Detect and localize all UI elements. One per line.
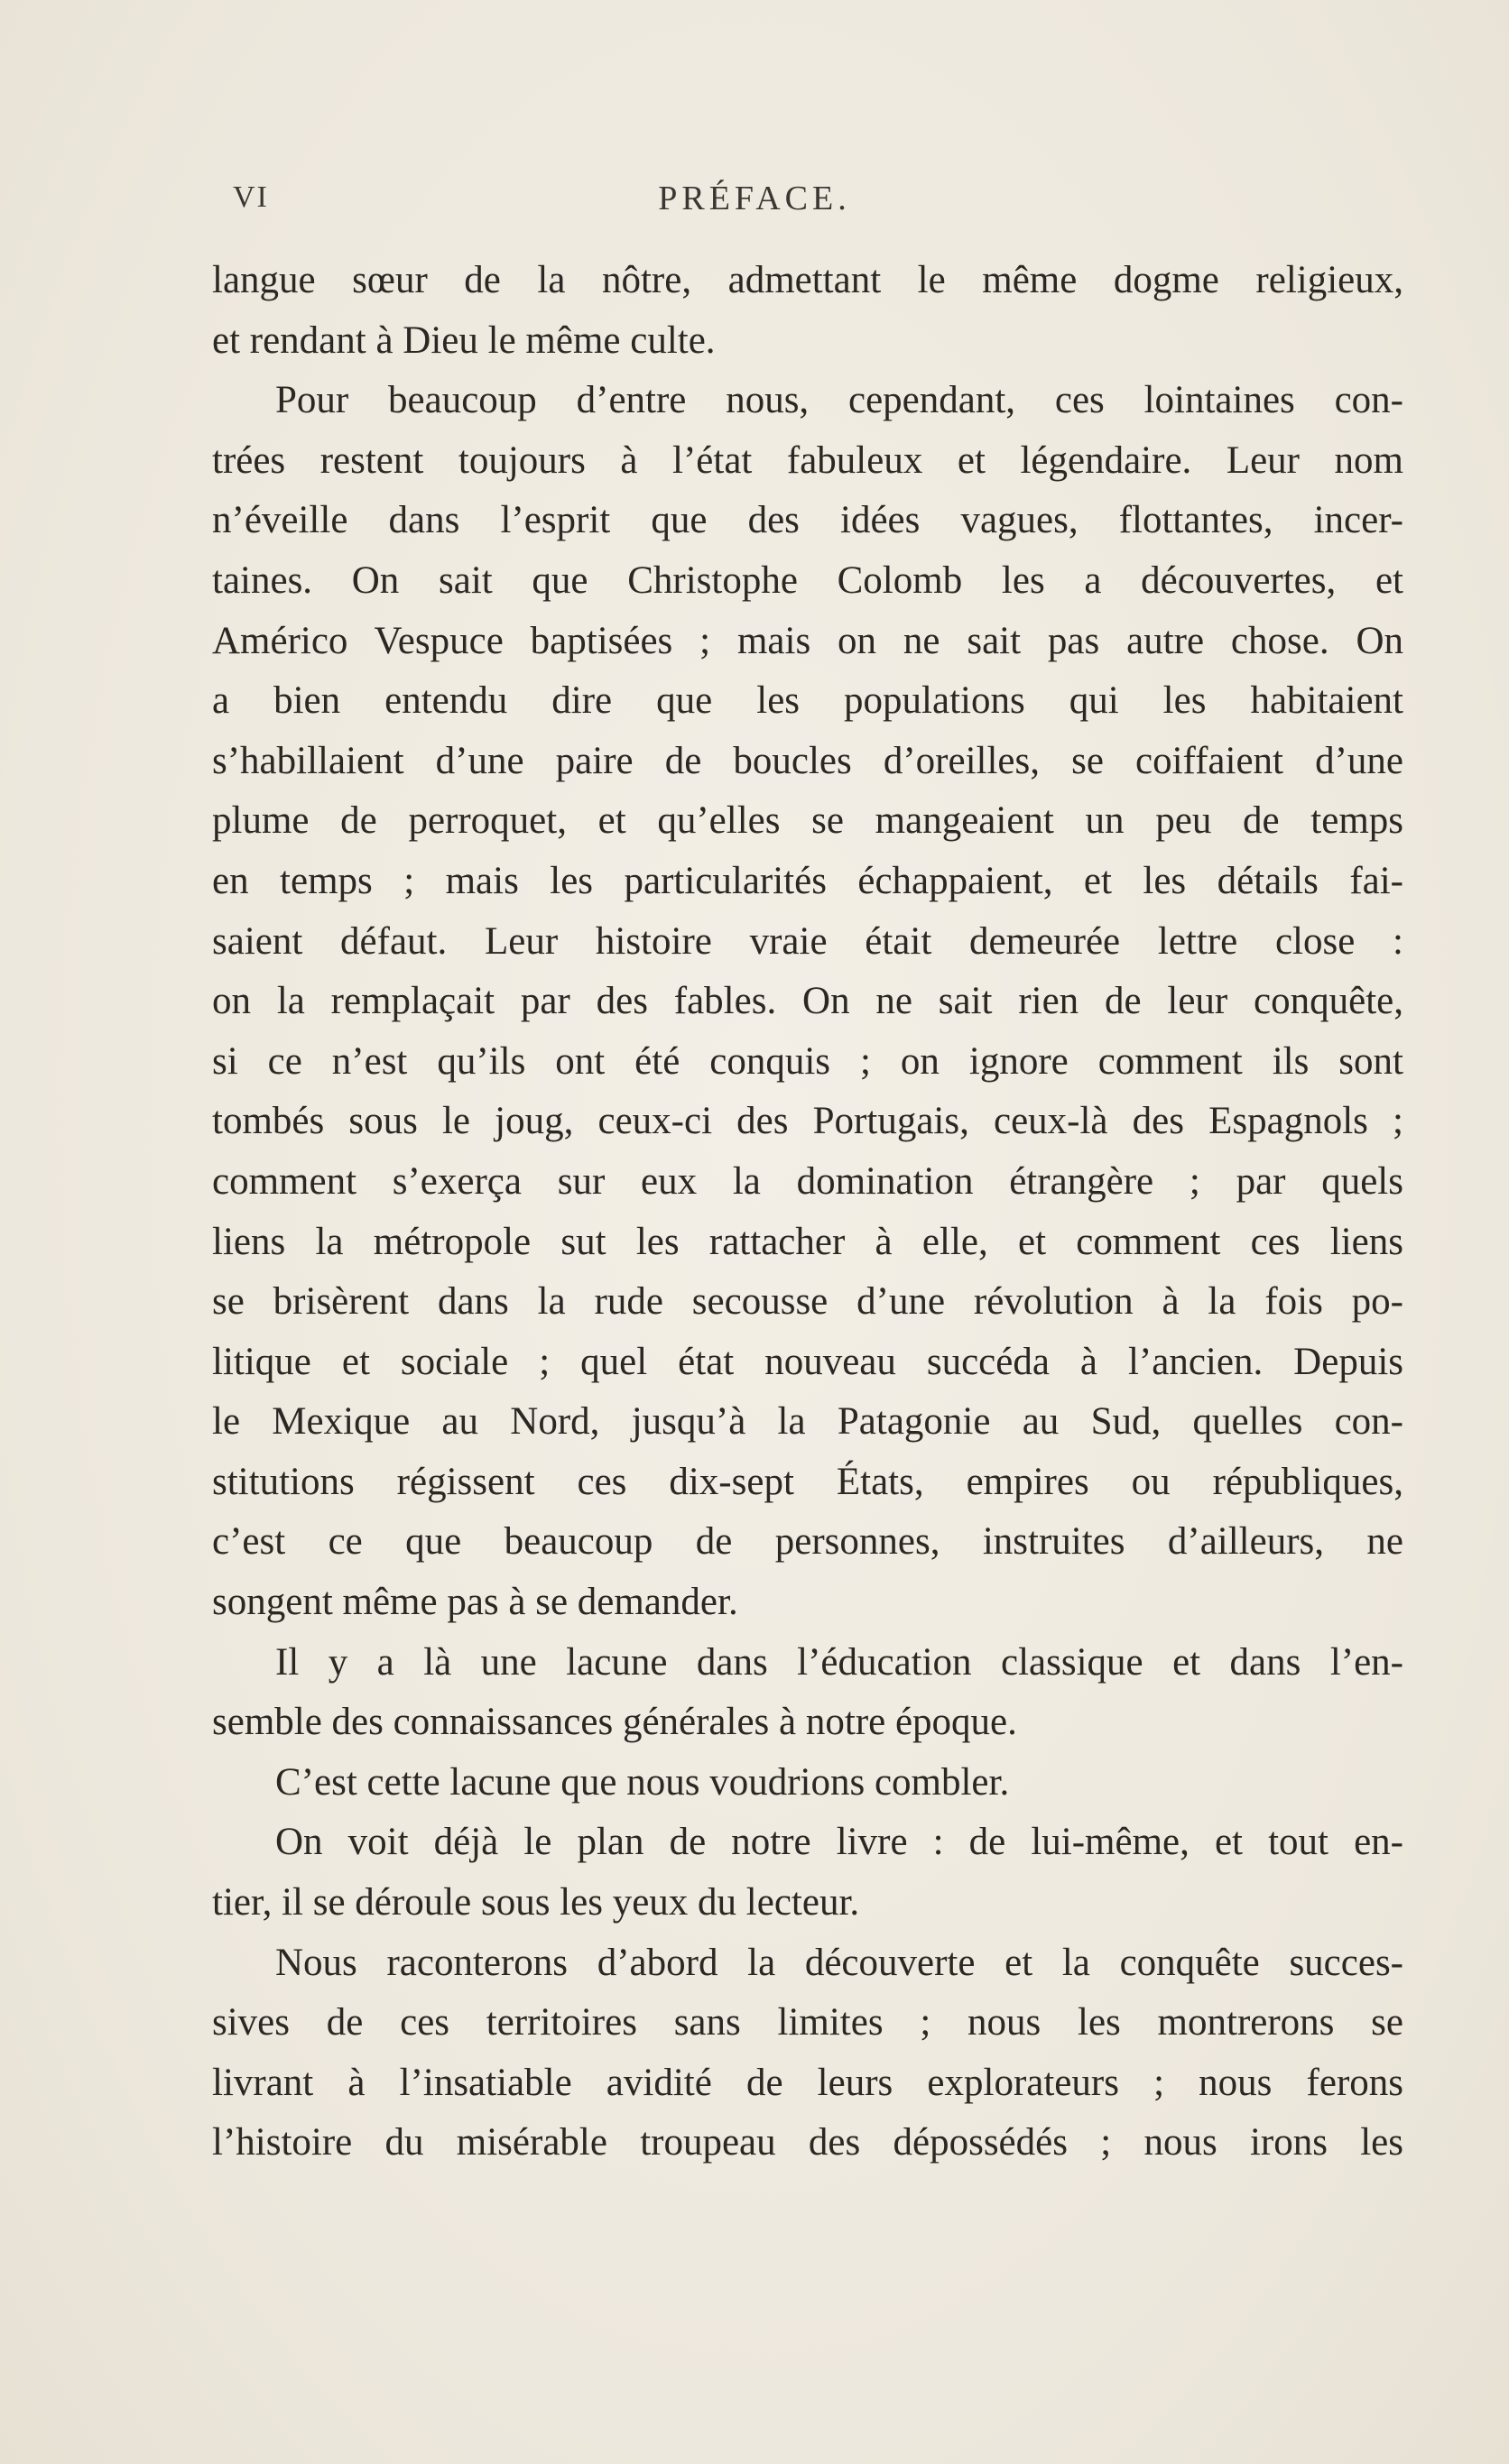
text-line: se brisèrent dans la rude secousse d’une révolution à la fois po-	[212, 1280, 1403, 1324]
text-line: Nous raconterons d’abord la découverte et la conquête succes-	[275, 1941, 1403, 1984]
text-line: liens la métropole sut les rattacher à elle, et comment ces liens	[212, 1220, 1403, 1263]
text-line: c’est ce que beaucoup de personnes, instruites d’ailleurs, ne	[212, 1520, 1403, 1564]
text-line: litique et sociale ; quel état nouveau succéda à l’ancien. Depuis	[212, 1340, 1403, 1383]
text-line: si ce n’est qu’ils ont été conquis ; on ignore comment ils sont	[212, 1039, 1403, 1083]
text-line: plume de perroquet, et qu’elles se mangeaient un peu de temps	[212, 799, 1403, 843]
text-line: stitutions régissent ces dix-sept États, empires ou républiques,	[212, 1460, 1403, 1503]
text-line: Pour beaucoup d’entre nous, cependant, ces lointaines con-	[275, 379, 1403, 422]
text-line: saient défaut. Leur histoire vraie était demeurée lettre close :	[212, 919, 1403, 963]
text-line: tier, il se déroule sous les yeux du lecteur.	[212, 1881, 860, 1924]
text-line: taines. On sait que Christophe Colomb les a découvertes, et	[212, 558, 1403, 602]
text-line: sives de ces territoires sans limites ; nous les montrerons se	[212, 2001, 1403, 2044]
page-number: VI	[233, 180, 269, 214]
text-line: n’éveille dans l’esprit que des idées vagues, flottantes, incer-	[212, 499, 1403, 542]
text-line: l’histoire du misérable troupeau des dépossédés ; nous irons les	[212, 2121, 1403, 2164]
text-line: on la remplaçait par des fables. On ne sait rien de leur conquête,	[212, 980, 1403, 1023]
text-line: songent même pas à se demander.	[212, 1581, 738, 1624]
text-line: s’habillaient d’une paire de boucles d’oreilles, se coiffaient d’une	[212, 739, 1403, 782]
running-title: PRÉFACE.	[658, 180, 851, 217]
text-line: a bien entendu dire que les populations qui les habitaient	[212, 679, 1403, 723]
text-line: comment s’exerça sur eux la domination étrangère ; par quels	[212, 1159, 1403, 1203]
text-line: On voit déjà le plan de notre livre : de lui-même, et tout en-	[275, 1821, 1403, 1864]
body-text	[212, 251, 1403, 2173]
text-line: tombés sous le joug, ceux-ci des Portugais, ceux-là des Espagnols ;	[212, 1100, 1403, 1143]
text-line: Américo Vespuce baptisées ; mais on ne sait pas autre chose. On	[212, 619, 1403, 662]
text-line: le Mexique au Nord, jusqu’à la Patagonie au Sud, quelles con-	[212, 1400, 1403, 1444]
text-line: semble des connaissances générales à notre époque.	[212, 1701, 1017, 1744]
text-line: langue sœur de la nôtre, admettant le même dogme religieux,	[212, 259, 1403, 301]
text-line: et rendant à Dieu le même culte.	[212, 318, 716, 362]
text-line: trées restent toujours à l’état fabuleux et légendaire. Leur nom	[212, 438, 1403, 482]
text-line: en temps ; mais les particularités échappaient, et les détails fai-	[212, 859, 1403, 902]
text-line: Il y a là une lacune dans l’éducation classique et dans l’en-	[275, 1640, 1403, 1684]
text-line: livrant à l’insatiable avidité de leurs explorateurs ; nous ferons	[212, 2061, 1403, 2104]
text-line: C’est cette lacune que nous voudrions combler.	[275, 1760, 1010, 1804]
